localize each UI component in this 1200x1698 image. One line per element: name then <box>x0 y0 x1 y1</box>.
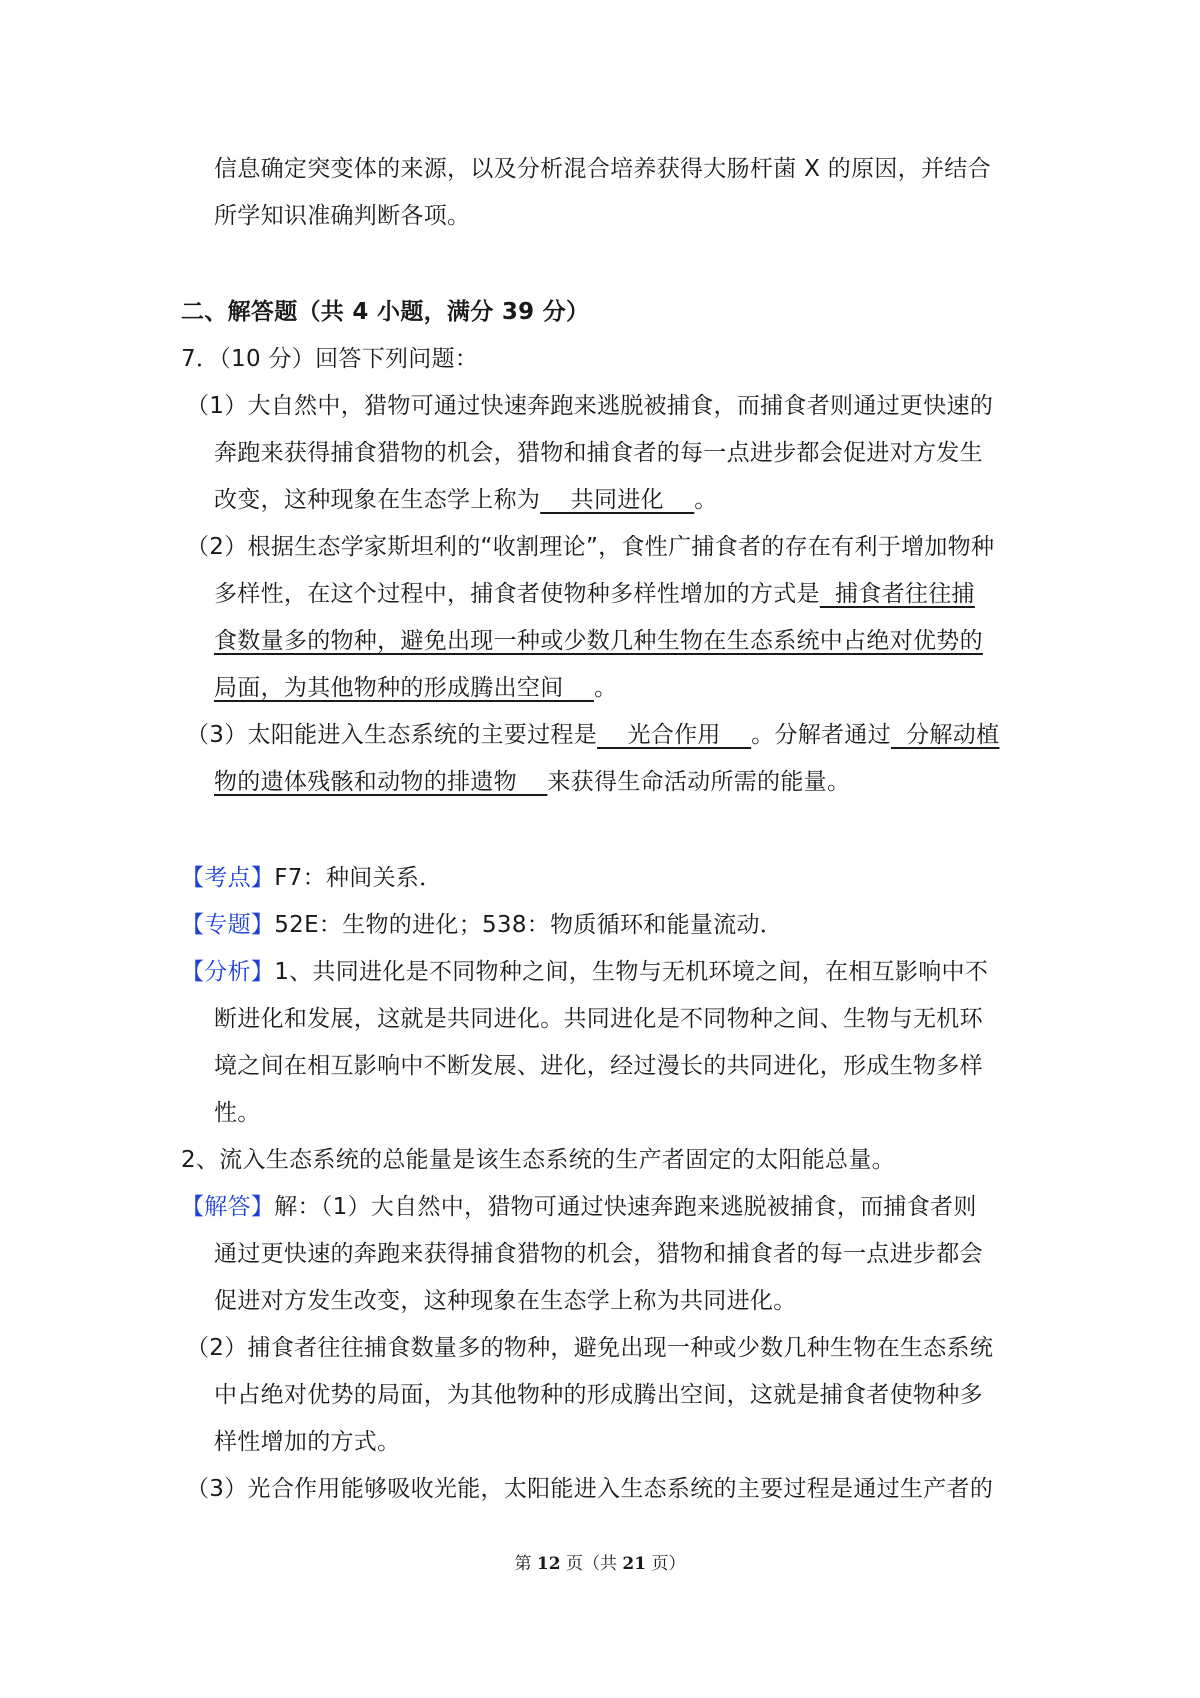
jieda-line-1 <box>181 1191 977 1223</box>
answer3-line-1: （3）光合作用能够吸收光能，太阳能进入生态系统的主要过程是通过生产者的 <box>186 1476 994 1502</box>
fenxi-line-2: 断进化和发展，这就是共同进化。共同进化是不同物种之间、生物与无机环 <box>214 1006 983 1032</box>
q7-part1-line-3 <box>214 484 718 516</box>
question-stem: 7．（10 分）回答下列问题： <box>181 346 479 372</box>
answer2-line-3: 样性增加的方式。 <box>214 1429 401 1455</box>
q7-part1-line-1: （1）大自然中，猎物可通过快速奔跑来逃脱被捕食，而捕食者则通过更快速的 <box>186 393 994 419</box>
q7-part1-prefix: 改变，这种现象在生态学上称为 <box>214 487 541 513</box>
intro-line-1: 信息确定突变体的来源，以及分析混合培养获得大肠杆菌 X 的原因，并结合 <box>214 156 991 182</box>
answer-blank-3b-1: 分解动植 <box>890 722 1000 748</box>
answer-blank-2b: 食数量多的物种，避免出现一种或少数几种生物在生态系统中占绝对优势的 <box>214 628 983 654</box>
intro-line-2: 所学知识准确判断各项。 <box>214 203 471 229</box>
q7-part2-line-4 <box>214 672 617 704</box>
kaodian-text: F7：种间关系． <box>274 865 443 891</box>
answer2-line-2: 中占绝对优势的局面，为其他物种的形成腾出空间，这就是捕食者使物种多 <box>214 1382 983 1408</box>
jieda-text-1: 解：（1）大自然中，猎物可通过快速奔跑来逃脱被捕食，而捕食者则 <box>274 1194 977 1220</box>
q7-part2-suffix: 。 <box>593 675 618 701</box>
answer2-line-1: （2）捕食者往往捕食数量多的物种，避免出现一种或少数几种生物在生态系统 <box>186 1335 994 1361</box>
q7-part2-line-3 <box>214 625 983 657</box>
jieda-line-2: 通过更快速的奔跑来获得捕食猎物的机会，猎物和捕食者的每一点进步都会 <box>214 1241 983 1267</box>
answer-blank-2c: 局面，为其他物种的形成腾出空间 <box>214 675 594 701</box>
page-footer <box>0 1552 1200 1576</box>
answer-blank-2a: 捕食者往往捕 <box>819 581 975 607</box>
q7-part3-line-2 <box>214 766 850 798</box>
fenxi-line-4: 性。 <box>214 1100 261 1126</box>
q7-part3-line-1 <box>186 719 999 751</box>
fenxi-text-1: 1、共同进化是不同物种之间，生物与无机环境之间，在相互影响中不 <box>274 959 989 985</box>
section-heading: 二、解答题（共 4 小题，满分 39 分） <box>181 299 590 325</box>
jieda-tag: 【解答】 <box>181 1194 275 1220</box>
q7-part3-suffix: 来获得生命活动所需的能量。 <box>547 769 851 795</box>
footer-suffix: 页） <box>646 1554 686 1574</box>
footer-prefix: 第 <box>514 1554 537 1574</box>
q7-part1-line-2: 奔跑来获得捕食猎物的机会，猎物和捕食者的每一点进步都会促进对方发生 <box>214 440 983 466</box>
answer-blank-3a: 光合作用 <box>597 722 752 748</box>
answer-blank-3b-2: 物的遗体残骸和动物的排遗物 <box>214 769 548 795</box>
footer-middle: 页（共 <box>560 1554 623 1574</box>
answer-blank-1: 共同进化 <box>540 487 695 513</box>
kaodian-line <box>181 862 442 894</box>
jieda-line-3: 促进对方发生改变，这种现象在生态学上称为共同进化。 <box>214 1288 797 1314</box>
zhuanti-tag: 【专题】 <box>181 912 275 938</box>
kaodian-tag: 【考点】 <box>181 865 275 891</box>
q7-part3-mid: 。分解者通过 <box>751 722 891 748</box>
analysis-point-2: 2、流入生态系统的总能量是该生态系统的生产者固定的太阳能总量。 <box>181 1147 895 1173</box>
fenxi-tag: 【分析】 <box>181 959 275 985</box>
q7-part1-suffix: 。 <box>694 487 718 513</box>
q7-part2-line-2 <box>214 578 975 610</box>
zhuanti-text: 52E：生物的进化；538：物质循环和能量流动． <box>274 912 784 938</box>
footer-total-pages: 21 <box>622 1554 647 1574</box>
q7-part2-line-1: （2）根据生态学家斯坦利的“收割理论”，食性广捕食者的存在有利于增加物种 <box>186 534 995 560</box>
zhuanti-line <box>181 909 783 941</box>
q7-part2-prefix: 多样性，在这个过程中，捕食者使物种多样性增加的方式是 <box>214 581 820 607</box>
q7-part3-prefix: （3）太阳能进入生态系统的主要过程是 <box>186 722 598 748</box>
fenxi-line-1 <box>181 956 988 988</box>
footer-page-number: 12 <box>536 1554 561 1574</box>
fenxi-line-3: 境之间在相互影响中不断发展、进化，经过漫长的共同进化，形成生物多样 <box>214 1053 983 1079</box>
